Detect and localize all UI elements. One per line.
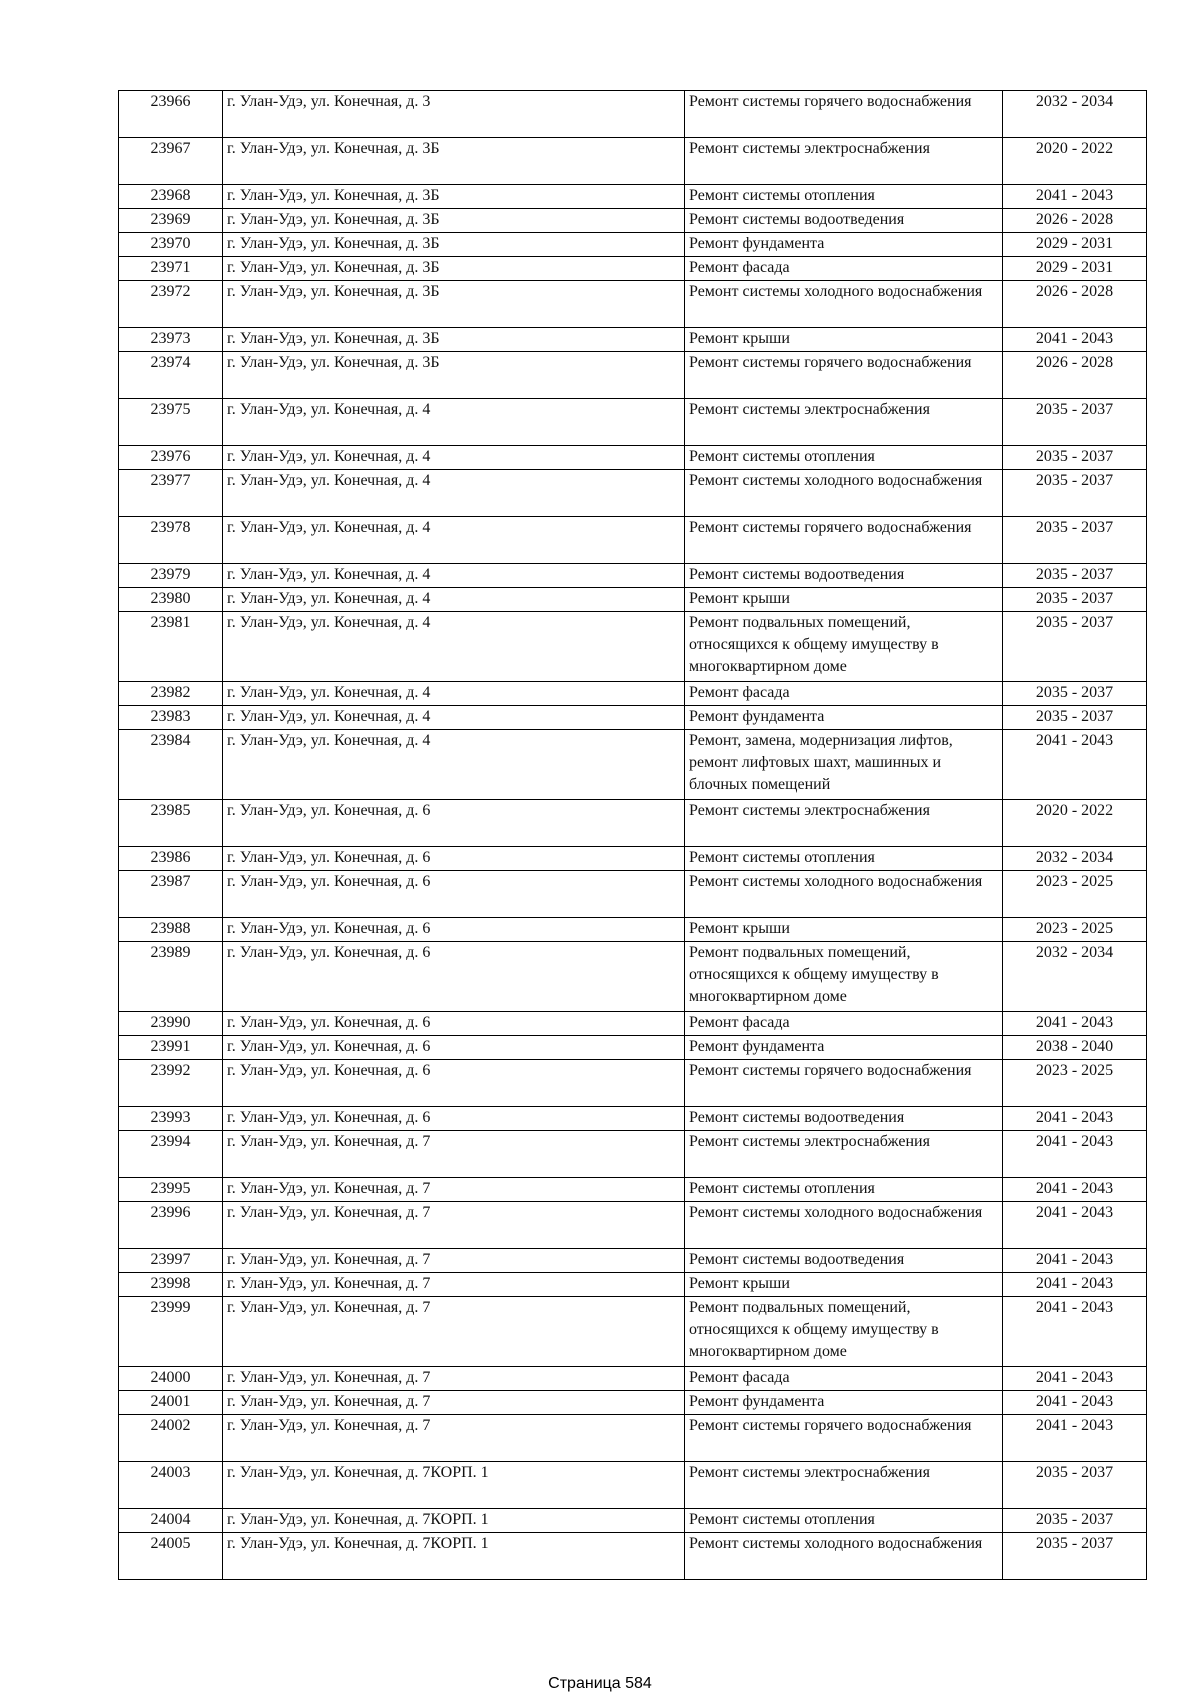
- work-type-cell: Ремонт системы холодного водоснабжения: [685, 871, 1003, 918]
- table-row: [119, 328, 1147, 352]
- work-type-cell: Ремонт системы электроснабжения: [685, 1462, 1003, 1509]
- address-cell: г. Улан-Удэ, ул. Конечная, д. 6: [223, 942, 685, 1012]
- period-cell: 2020 - 2022: [1003, 800, 1147, 847]
- table-row: [119, 612, 1147, 682]
- work-type-cell: Ремонт системы отопления: [685, 1509, 1003, 1533]
- row-number: 23976: [119, 446, 223, 470]
- table-row: [119, 1509, 1147, 1533]
- table-row: [119, 446, 1147, 470]
- address-cell: г. Улан-Удэ, ул. Конечная, д. 3Б: [223, 257, 685, 281]
- address-cell: г. Улан-Удэ, ул. Конечная, д. 7: [223, 1131, 685, 1178]
- table-row: [119, 1249, 1147, 1273]
- row-number: 23966: [119, 91, 223, 138]
- period-cell: 2041 - 2043: [1003, 1012, 1147, 1036]
- work-type-cell: Ремонт системы горячего водоснабжения: [685, 1415, 1003, 1462]
- period-cell: 2035 - 2037: [1003, 564, 1147, 588]
- period-cell: 2041 - 2043: [1003, 1107, 1147, 1131]
- period-cell: 2041 - 2043: [1003, 1367, 1147, 1391]
- address-cell: г. Улан-Удэ, ул. Конечная, д. 6: [223, 1107, 685, 1131]
- table-row: [119, 800, 1147, 847]
- address-cell: г. Улан-Удэ, ул. Конечная, д. 7: [223, 1415, 685, 1462]
- table-row: [119, 588, 1147, 612]
- period-cell: 2041 - 2043: [1003, 185, 1147, 209]
- work-type-cell: Ремонт подвальных помещений, относящихся к общему имуществу в многоквартирном доме: [685, 1297, 1003, 1367]
- row-number: 23988: [119, 918, 223, 942]
- table-row: [119, 257, 1147, 281]
- address-cell: г. Улан-Удэ, ул. Конечная, д. 4: [223, 470, 685, 517]
- row-number: 23995: [119, 1178, 223, 1202]
- row-number: 23970: [119, 233, 223, 257]
- period-cell: 2035 - 2037: [1003, 682, 1147, 706]
- address-cell: г. Улан-Удэ, ул. Конечная, д. 4: [223, 706, 685, 730]
- address-cell: г. Улан-Удэ, ул. Конечная, д. 7: [223, 1249, 685, 1273]
- table-row: [119, 564, 1147, 588]
- row-number: 23991: [119, 1036, 223, 1060]
- table-row: [119, 847, 1147, 871]
- table-row: [119, 209, 1147, 233]
- work-type-cell: Ремонт фундамента: [685, 1036, 1003, 1060]
- work-type-cell: Ремонт фасада: [685, 257, 1003, 281]
- row-number: 24000: [119, 1367, 223, 1391]
- row-number: 23977: [119, 470, 223, 517]
- table-row: [119, 470, 1147, 517]
- period-cell: 2041 - 2043: [1003, 1178, 1147, 1202]
- table-row: [119, 1107, 1147, 1131]
- period-cell: 2038 - 2040: [1003, 1036, 1147, 1060]
- period-cell: 2041 - 2043: [1003, 328, 1147, 352]
- work-type-cell: Ремонт системы отопления: [685, 185, 1003, 209]
- row-number: 23975: [119, 399, 223, 446]
- row-number: 24003: [119, 1462, 223, 1509]
- address-cell: г. Улан-Удэ, ул. Конечная, д. 4: [223, 730, 685, 800]
- row-number: 23972: [119, 281, 223, 328]
- period-cell: 2035 - 2037: [1003, 706, 1147, 730]
- work-type-cell: Ремонт фасада: [685, 1012, 1003, 1036]
- period-cell: 2041 - 2043: [1003, 1202, 1147, 1249]
- address-cell: г. Улан-Удэ, ул. Конечная, д. 4: [223, 517, 685, 564]
- work-type-cell: Ремонт системы водоотведения: [685, 1249, 1003, 1273]
- address-cell: г. Улан-Удэ, ул. Конечная, д. 4: [223, 588, 685, 612]
- period-cell: 2041 - 2043: [1003, 1391, 1147, 1415]
- row-number: 23969: [119, 209, 223, 233]
- work-type-cell: Ремонт системы холодного водоснабжения: [685, 1533, 1003, 1580]
- table-row: [119, 281, 1147, 328]
- period-cell: 2026 - 2028: [1003, 281, 1147, 328]
- period-cell: 2035 - 2037: [1003, 470, 1147, 517]
- work-type-cell: Ремонт системы водоотведения: [685, 1107, 1003, 1131]
- table-row: [119, 352, 1147, 399]
- work-type-cell: Ремонт системы отопления: [685, 446, 1003, 470]
- row-number: 23974: [119, 352, 223, 399]
- address-cell: г. Улан-Удэ, ул. Конечная, д. 6: [223, 1036, 685, 1060]
- row-number: 23986: [119, 847, 223, 871]
- period-cell: 2041 - 2043: [1003, 1273, 1147, 1297]
- address-cell: г. Улан-Удэ, ул. Конечная, д. 7: [223, 1391, 685, 1415]
- table-row: [119, 942, 1147, 1012]
- work-type-cell: Ремонт системы горячего водоснабжения: [685, 91, 1003, 138]
- row-number: 23979: [119, 564, 223, 588]
- table-row: [119, 1297, 1147, 1367]
- table-row: [119, 517, 1147, 564]
- address-cell: г. Улан-Удэ, ул. Конечная, д. 4: [223, 399, 685, 446]
- period-cell: 2035 - 2037: [1003, 612, 1147, 682]
- table-row: [119, 91, 1147, 138]
- row-number: 23985: [119, 800, 223, 847]
- table-row: [119, 1060, 1147, 1107]
- address-cell: г. Улан-Удэ, ул. Конечная, д. 7: [223, 1273, 685, 1297]
- table-row: [119, 233, 1147, 257]
- period-cell: 2023 - 2025: [1003, 918, 1147, 942]
- table-row: [119, 1131, 1147, 1178]
- period-cell: 2041 - 2043: [1003, 1297, 1147, 1367]
- work-type-cell: Ремонт системы горячего водоснабжения: [685, 1060, 1003, 1107]
- period-cell: 2041 - 2043: [1003, 1131, 1147, 1178]
- work-type-cell: Ремонт подвальных помещений, относящихся к общему имуществу в многоквартирном доме: [685, 612, 1003, 682]
- row-number: 23999: [119, 1297, 223, 1367]
- work-type-cell: Ремонт системы отопления: [685, 1178, 1003, 1202]
- row-number: 23981: [119, 612, 223, 682]
- table-row: [119, 399, 1147, 446]
- work-type-cell: Ремонт крыши: [685, 918, 1003, 942]
- address-cell: г. Улан-Удэ, ул. Конечная, д. 3Б: [223, 328, 685, 352]
- page-number: Страница 584: [548, 1675, 652, 1692]
- address-cell: г. Улан-Удэ, ул. Конечная, д. 3Б: [223, 281, 685, 328]
- row-number: 23971: [119, 257, 223, 281]
- address-cell: г. Улан-Удэ, ул. Конечная, д. 7: [223, 1297, 685, 1367]
- work-type-cell: Ремонт системы электроснабжения: [685, 138, 1003, 185]
- row-number: 23984: [119, 730, 223, 800]
- address-cell: г. Улан-Удэ, ул. Конечная, д. 7: [223, 1202, 685, 1249]
- row-number: 23996: [119, 1202, 223, 1249]
- table-row: [119, 185, 1147, 209]
- period-cell: 2020 - 2022: [1003, 138, 1147, 185]
- period-cell: 2035 - 2037: [1003, 1462, 1147, 1509]
- row-number: 23973: [119, 328, 223, 352]
- period-cell: 2035 - 2037: [1003, 399, 1147, 446]
- row-number: 23998: [119, 1273, 223, 1297]
- address-cell: г. Улан-Удэ, ул. Конечная, д. 6: [223, 1060, 685, 1107]
- table-row: [119, 1178, 1147, 1202]
- period-cell: 2035 - 2037: [1003, 588, 1147, 612]
- address-cell: г. Улан-Удэ, ул. Конечная, д. 7КОРП. 1: [223, 1462, 685, 1509]
- address-cell: г. Улан-Удэ, ул. Конечная, д. 4: [223, 682, 685, 706]
- row-number: 23990: [119, 1012, 223, 1036]
- period-cell: 2032 - 2034: [1003, 942, 1147, 1012]
- row-number: 23982: [119, 682, 223, 706]
- address-cell: г. Улан-Удэ, ул. Конечная, д. 4: [223, 612, 685, 682]
- table-row: [119, 1391, 1147, 1415]
- address-cell: г. Улан-Удэ, ул. Конечная, д. 3Б: [223, 352, 685, 399]
- work-type-cell: Ремонт системы водоотведения: [685, 209, 1003, 233]
- period-cell: 2029 - 2031: [1003, 233, 1147, 257]
- period-cell: 2035 - 2037: [1003, 446, 1147, 470]
- row-number: 23989: [119, 942, 223, 1012]
- work-type-cell: Ремонт фасада: [685, 682, 1003, 706]
- work-type-cell: Ремонт, замена, модернизация лифтов, ремонт лифтовых шахт, машинных и блочных помещений: [685, 730, 1003, 800]
- work-type-cell: Ремонт крыши: [685, 1273, 1003, 1297]
- table-row: [119, 1273, 1147, 1297]
- table-row: [119, 706, 1147, 730]
- row-number: 23980: [119, 588, 223, 612]
- period-cell: 2032 - 2034: [1003, 847, 1147, 871]
- table-row: [119, 1012, 1147, 1036]
- period-cell: 2029 - 2031: [1003, 257, 1147, 281]
- work-type-cell: Ремонт системы электроснабжения: [685, 1131, 1003, 1178]
- address-cell: г. Улан-Удэ, ул. Конечная, д. 6: [223, 847, 685, 871]
- row-number: 23968: [119, 185, 223, 209]
- address-cell: г. Улан-Удэ, ул. Конечная, д. 6: [223, 1012, 685, 1036]
- work-type-cell: Ремонт системы горячего водоснабжения: [685, 517, 1003, 564]
- table-row: [119, 1415, 1147, 1462]
- table-row: [119, 871, 1147, 918]
- repair-schedule-table: [118, 90, 1147, 1580]
- table-row: [119, 138, 1147, 185]
- work-type-cell: Ремонт системы электроснабжения: [685, 399, 1003, 446]
- row-number: 23987: [119, 871, 223, 918]
- period-cell: 2041 - 2043: [1003, 1249, 1147, 1273]
- work-type-cell: Ремонт системы холодного водоснабжения: [685, 281, 1003, 328]
- work-type-cell: Ремонт системы горячего водоснабжения: [685, 352, 1003, 399]
- address-cell: г. Улан-Удэ, ул. Конечная, д. 3Б: [223, 209, 685, 233]
- row-number: 23967: [119, 138, 223, 185]
- table-row: [119, 1202, 1147, 1249]
- address-cell: г. Улан-Удэ, ул. Конечная, д. 7КОРП. 1: [223, 1509, 685, 1533]
- row-number: 23997: [119, 1249, 223, 1273]
- row-number: 23983: [119, 706, 223, 730]
- address-cell: г. Улан-Удэ, ул. Конечная, д. 6: [223, 800, 685, 847]
- address-cell: г. Улан-Удэ, ул. Конечная, д. 7: [223, 1178, 685, 1202]
- work-type-cell: Ремонт системы холодного водоснабжения: [685, 470, 1003, 517]
- row-number: 23978: [119, 517, 223, 564]
- row-number: 24002: [119, 1415, 223, 1462]
- period-cell: 2023 - 2025: [1003, 871, 1147, 918]
- work-type-cell: Ремонт системы холодного водоснабжения: [685, 1202, 1003, 1249]
- period-cell: 2035 - 2037: [1003, 517, 1147, 564]
- table-body: [119, 91, 1147, 1580]
- table-row: [119, 730, 1147, 800]
- table-row: [119, 1367, 1147, 1391]
- period-cell: 2035 - 2037: [1003, 1533, 1147, 1580]
- period-cell: 2041 - 2043: [1003, 730, 1147, 800]
- period-cell: 2026 - 2028: [1003, 209, 1147, 233]
- work-type-cell: Ремонт системы отопления: [685, 847, 1003, 871]
- table-row: [119, 1533, 1147, 1580]
- address-cell: г. Улан-Удэ, ул. Конечная, д. 7: [223, 1367, 685, 1391]
- address-cell: г. Улан-Удэ, ул. Конечная, д. 7КОРП. 1: [223, 1533, 685, 1580]
- period-cell: 2032 - 2034: [1003, 91, 1147, 138]
- address-cell: г. Улан-Удэ, ул. Конечная, д. 3: [223, 91, 685, 138]
- work-type-cell: Ремонт фундамента: [685, 1391, 1003, 1415]
- period-cell: 2026 - 2028: [1003, 352, 1147, 399]
- row-number: 24001: [119, 1391, 223, 1415]
- address-cell: г. Улан-Удэ, ул. Конечная, д. 6: [223, 918, 685, 942]
- row-number: 23992: [119, 1060, 223, 1107]
- table-row: [119, 1462, 1147, 1509]
- address-cell: г. Улан-Удэ, ул. Конечная, д. 6: [223, 871, 685, 918]
- work-type-cell: Ремонт фундамента: [685, 706, 1003, 730]
- table-row: [119, 918, 1147, 942]
- row-number: 23994: [119, 1131, 223, 1178]
- work-type-cell: Ремонт фасада: [685, 1367, 1003, 1391]
- address-cell: г. Улан-Удэ, ул. Конечная, д. 4: [223, 564, 685, 588]
- row-number: 24005: [119, 1533, 223, 1580]
- table-row: [119, 682, 1147, 706]
- address-cell: г. Улан-Удэ, ул. Конечная, д. 3Б: [223, 138, 685, 185]
- work-type-cell: Ремонт подвальных помещений, относящихся к общему имуществу в многоквартирном доме: [685, 942, 1003, 1012]
- work-type-cell: Ремонт системы водоотведения: [685, 564, 1003, 588]
- table-row: [119, 1036, 1147, 1060]
- period-cell: 2023 - 2025: [1003, 1060, 1147, 1107]
- period-cell: 2035 - 2037: [1003, 1509, 1147, 1533]
- row-number: 23993: [119, 1107, 223, 1131]
- address-cell: г. Улан-Удэ, ул. Конечная, д. 4: [223, 446, 685, 470]
- work-type-cell: Ремонт фундамента: [685, 233, 1003, 257]
- work-type-cell: Ремонт крыши: [685, 588, 1003, 612]
- work-type-cell: Ремонт системы электроснабжения: [685, 800, 1003, 847]
- address-cell: г. Улан-Удэ, ул. Конечная, д. 3Б: [223, 185, 685, 209]
- work-type-cell: Ремонт крыши: [685, 328, 1003, 352]
- row-number: 24004: [119, 1509, 223, 1533]
- period-cell: 2041 - 2043: [1003, 1415, 1147, 1462]
- address-cell: г. Улан-Удэ, ул. Конечная, д. 3Б: [223, 233, 685, 257]
